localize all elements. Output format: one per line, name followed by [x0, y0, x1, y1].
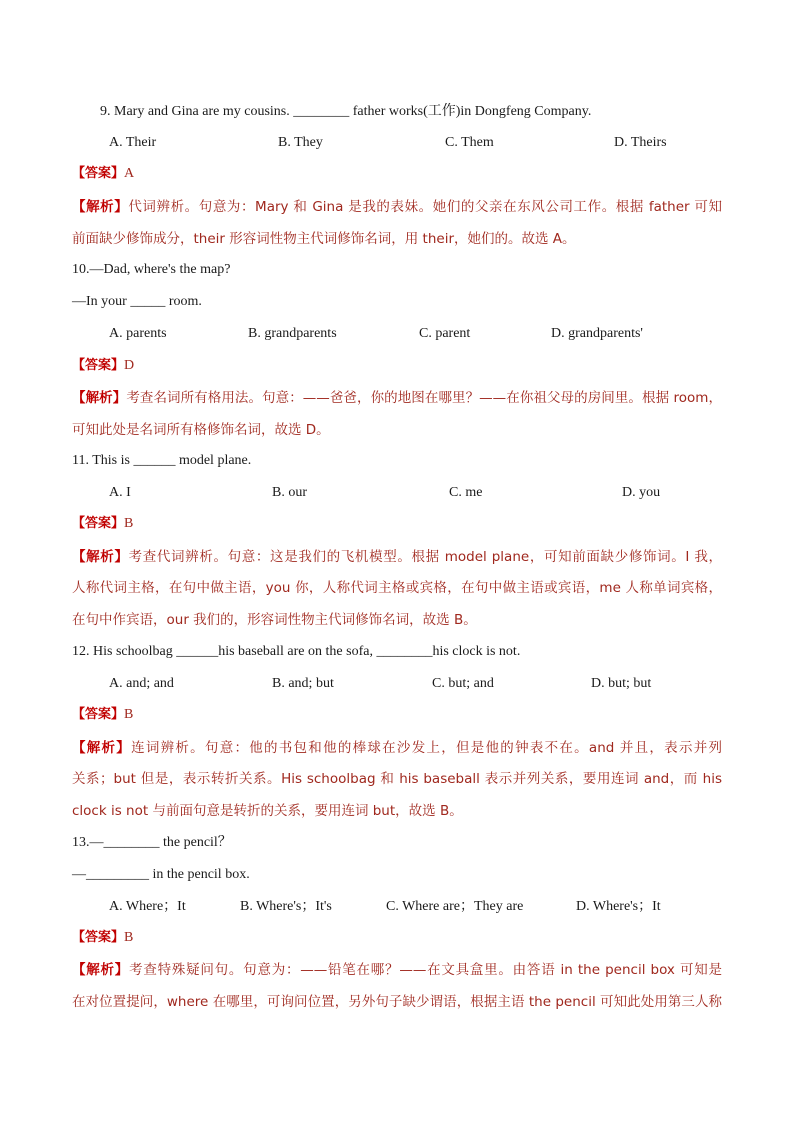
q10-option-b: B. grandparents: [248, 326, 337, 341]
q10-option-d: D. grandparents': [551, 326, 643, 341]
q12-option-d: D. but; but: [591, 676, 652, 691]
q12-options: [109, 674, 734, 694]
q10-option-a: A. parents: [109, 326, 167, 341]
answer-tag: 【答案】: [72, 166, 125, 181]
q13-answer: [72, 928, 722, 948]
answer-tag: 【答案】: [72, 707, 125, 722]
q10-answer: [72, 356, 722, 376]
answer-tag: 【答案】: [72, 930, 125, 945]
q10-answer-value: D: [124, 358, 135, 373]
q13-stem-1: 13.—________ the pencil？: [72, 835, 232, 850]
answer-tag: 【答案】: [72, 516, 125, 531]
q13-option-a: A. Where；It: [109, 899, 186, 914]
analysis-tag: 【解析】: [72, 962, 130, 978]
q10-options: [109, 324, 734, 344]
analysis-tag: 【解析】: [72, 199, 129, 215]
q11-analysis-line-2: 人称代词主格，在句中做主语，you 你，人称代词主格或宾格，在句中做主语或宾语，me 人称单词宾格，: [72, 580, 722, 596]
q10-option-c: C. parent: [419, 326, 471, 341]
q11-option-d: D. you: [622, 485, 661, 500]
q13-options: [109, 897, 734, 917]
q11-option-c: C. me: [449, 485, 483, 500]
q12-stem: 12. His schoolbag ______his baseball are on the sofa, ________his clock is not.: [72, 644, 521, 659]
q9-analysis-line-1: [72, 197, 722, 217]
q13-analysis-text: 考查特殊疑问句。句意为：——铅笔在哪？——在文具盒里。由答语 in the pencil box 可知是: [129, 962, 722, 978]
q10-stem-1: 10.—Dad, where's the map?: [72, 262, 231, 277]
q12-answer: [72, 705, 722, 725]
q13-option-b: B. Where's；It's: [240, 899, 332, 914]
q13-answer-value: B: [124, 930, 134, 945]
analysis-tag: 【解析】: [72, 390, 127, 406]
q9-option-a: A. Their: [109, 135, 157, 150]
q12-option-c: C. but; and: [432, 676, 494, 691]
q11-analysis-text: 考查代词辨析。句意：这是我们的飞机模型。根据 model plane，可知前面缺少修饰词。I 我，: [128, 549, 722, 565]
q10-analysis-line-1: [72, 388, 722, 408]
q9-answer-value: A: [124, 166, 135, 181]
q9-option-b: B. They: [278, 135, 323, 150]
q9-analysis-text: 代词辨析。句意为：Mary 和 Gina 是我的表妹。她们的父亲在东风公司工作。根据 father 可知: [128, 199, 723, 215]
analysis-tag: 【解析】: [72, 549, 129, 565]
q12-analysis-line-1: [72, 738, 722, 758]
answer-tag: 【答案】: [72, 358, 125, 373]
q12-answer-value: B: [124, 707, 134, 722]
q11-options: [109, 483, 734, 503]
q13-analysis-line-1: [72, 960, 722, 980]
q12-analysis-line-2: 关系；but 但是，表示转折关系。His schoolbag 和 his baseball 表示并列关系，要用连词 and，而 his: [72, 771, 722, 787]
q10-analysis-text: 考查名词所有格用法。句意：——爸爸，你的地图在哪里？——在你祖父母的房间里。根据 room，: [126, 390, 723, 406]
q11-option-b: B. our: [272, 485, 307, 500]
q12-option-a: A. and; and: [109, 676, 174, 691]
q9-answer: [72, 164, 722, 184]
q13-option-d: D. Where's；It: [576, 899, 661, 914]
q12-analysis-line-3: clock is not 与前面句意是转折的关系，要用连词 but，故选 B。: [72, 803, 463, 819]
q11-analysis-line-3: 在句中作宾语，our 我们的，形容词性物主代词修饰名词，故选 B。: [72, 612, 477, 628]
q11-option-a: A. I: [109, 485, 131, 500]
q9-stem: 9. Mary and Gina are my cousins. ________ father works(工作)in Dongfeng Company.: [100, 104, 592, 119]
q9-options: [109, 133, 734, 153]
q12-option-b: B. and; but: [272, 676, 334, 691]
q9-option-d: D. Theirs: [614, 135, 667, 150]
q11-analysis-line-1: [72, 547, 722, 567]
q10-stem-2: —In your _____ room.: [72, 294, 202, 309]
analysis-tag: 【解析】: [72, 740, 132, 756]
q9-option-c: C. Them: [445, 135, 494, 150]
q13-option-c: C. Where are；They are: [386, 899, 524, 914]
q11-answer: [72, 514, 722, 534]
q13-analysis-line-2: 在对位置提问，where 在哪里，可询问位置，另外句子缺少谓语，根据主语 the pencil 可知此处用第三人称: [72, 994, 722, 1010]
q13-stem-2: —_________ in the pencil box.: [72, 867, 250, 882]
q11-answer-value: B: [124, 516, 134, 531]
q10-analysis-line-2: 可知此处是名词所有格修饰名词，故选 D。: [72, 422, 330, 438]
q12-analysis-text: 连词辨析。句意：他的书包和他的棒球在沙发上，但是他的钟表不在。and 并且，表示并列: [131, 740, 722, 756]
q9-analysis-line-2: 前面缺少修饰成分，their 形容词性物主代词修饰名词，用 their，她们的。故选 A。: [72, 231, 576, 247]
q11-stem: 11. This is ______ model plane.: [72, 453, 252, 468]
